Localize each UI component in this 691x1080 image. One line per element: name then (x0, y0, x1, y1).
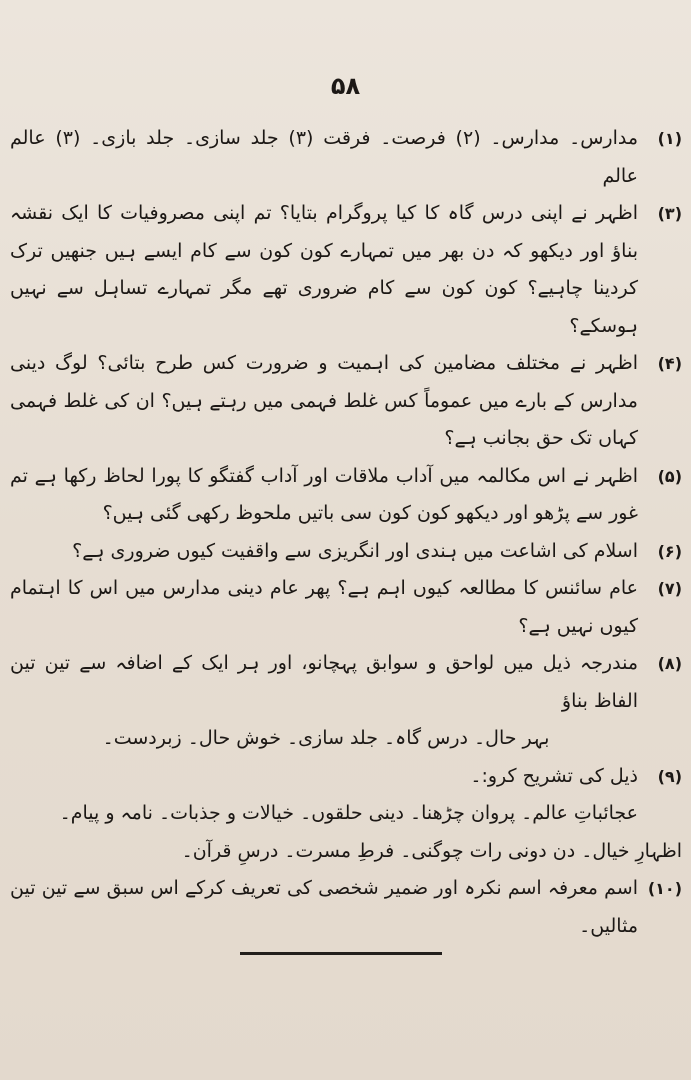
question-text: اسم معرفہ اسم نکرہ اور ضمیر شخصی کی تعریف کرکے اس سبق سے تین تین مثالیں۔ (10, 877, 638, 937)
exercise-content (10, 120, 682, 945)
question-text: اظہر نے اس مکالمہ میں آداب ملاقات اور آداب گفتگو کا پورا لحاظ رکھا ہے تم غور سے پڑھو اور دیکھو کون کون سی باتیں ملحوظ رکھی گئی ہیں؟ (10, 464, 638, 524)
question-text: ذیل کی تشریح کرو:۔ (470, 764, 638, 787)
question-7 (10, 570, 682, 645)
q9-phrases-line-2: اظہارِ خیال۔ دن دونی رات چوگنی۔ فرطِ مسرت۔ درسِ قرآن۔ (181, 839, 682, 862)
question-number: (۷) (657, 579, 682, 598)
question-number: (۴) (657, 354, 682, 373)
question-number: (۱۰) (647, 879, 682, 898)
end-rule (240, 952, 442, 955)
question-8 (10, 645, 682, 720)
question-text: عام سائنس کا مطالعہ کیوں اہم ہے؟ پھر عام دینی مدارس میں اس کا اہتمام کیوں نہیں ہے؟ (10, 577, 638, 637)
question-number: (۶) (657, 541, 682, 561)
question-text: اظہر نے اپنی درس گاہ کا کیا پروگرام بتایا؟ تم اپنی مصروفیات کا ایک نقشہ بناؤ اور دیکھو کہ دن بھر میں تمہارے کون کون سے کام ایسے ہیں جنھیں ترک کردینا چاہیے؟ کون کون سے کام ضروری تھے مگر تمہارے تساہل سے نہیں ہوسکے؟ (10, 202, 638, 337)
question-9 (10, 758, 682, 796)
question-text: اسلام کی اشاعت میں ہندی اور انگریزی سے واقفیت کیوں ضروری ہے؟ (72, 539, 638, 562)
question-number: (۳) (657, 204, 682, 223)
question-number: (۸) (657, 654, 682, 673)
question-number: (۹) (657, 766, 682, 786)
question-text: مندرجہ ذیل میں لواحق و سوابق پہچانو، اور ہر ایک کے اضافہ سے تین تین الفاظ بناؤ (10, 652, 638, 712)
q9-phrases-line-1: عجائباتِ عالم۔ پروان چڑھنا۔ دینی حلقوں۔ خیالات و جذبات۔ نامہ و پیام۔ (59, 802, 638, 824)
q8-word-list: بہر حال۔ درس گاہ۔ جلد سازی۔ خوش حال۔ زبردست۔ (102, 727, 550, 749)
page-number: ۵۸ (330, 72, 361, 100)
question-number: (۱) (657, 129, 682, 148)
question-text: مدارس۔ مدارس۔ (۲) فرصت۔ فرقت (۳) جلد سازی۔ جلد بازی۔ (۳) عالم عالم (10, 127, 639, 187)
question-5 (10, 458, 682, 533)
question-4 (10, 345, 682, 458)
question-6 (10, 533, 682, 571)
question-3 (10, 195, 682, 345)
question-1 (10, 120, 682, 195)
question-10 (10, 870, 682, 945)
question-number: (۵) (657, 466, 682, 486)
question-text: اظہر نے مختلف مضامین کی اہمیت و ضرورت کس طرح بتائی؟ لوگ دینی مدارس کے بارے میں عموماً کس غلط فہمی میں رہتے ہیں؟ ان کی غلط فہمی کہاں تک حق بجانب ہے؟ (10, 352, 638, 449)
